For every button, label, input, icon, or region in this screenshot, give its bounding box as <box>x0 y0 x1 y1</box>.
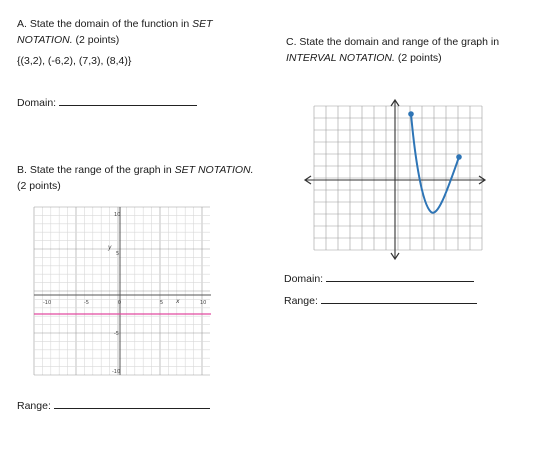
part-c-grid <box>314 106 482 250</box>
part-c-graph <box>302 98 488 264</box>
domain-answer-blank[interactable] <box>59 96 197 106</box>
y-tick-5: 5 <box>116 251 120 257</box>
range-answer-blank-b[interactable] <box>54 399 210 409</box>
part-b-question-text: B. State the range of the graph in <box>17 164 175 176</box>
part-b-question-italic: SET NOTATION. <box>174 164 254 176</box>
part-a-question-line1 <box>17 16 213 32</box>
y-tick-neg10: -10 <box>112 369 121 375</box>
part-a-set: {(3,2), (-6,2), (7,3), (8,4)} <box>17 55 132 67</box>
part-a-notation-italic: NOTATION. <box>17 34 73 46</box>
y-tick-10: 10 <box>114 212 121 218</box>
part-c-points: (2 points) <box>394 52 442 64</box>
part-b-grid <box>34 207 210 375</box>
y-axis-label: y <box>108 244 112 251</box>
part-c-notation-italic: INTERVAL NOTATION. <box>286 52 395 64</box>
range-label: Range: <box>17 400 51 412</box>
x-tick-neg5: -5 <box>84 300 89 306</box>
part-a-question-line2 <box>17 32 119 48</box>
part-b-graph <box>34 207 214 377</box>
x-tick-neg10: -10 <box>43 300 52 306</box>
curve-start-point <box>408 111 414 117</box>
parabola-curve <box>411 114 459 213</box>
x-tick-10: 10 <box>200 300 207 306</box>
x-tick-5: 5 <box>160 300 164 306</box>
part-a-domain-answer <box>17 95 197 111</box>
x-axis-label: x <box>176 298 180 305</box>
domain-label-c: Domain: <box>284 273 324 285</box>
part-b-range-answer <box>17 398 210 414</box>
part-a-points: (2 points) <box>72 34 120 46</box>
part-c-question-line2 <box>286 50 442 66</box>
part-c-question-line1: C. State the domain and range of the graph in <box>286 36 500 48</box>
part-a-question-text: A. State the domain of the function in <box>17 18 193 30</box>
range-answer-blank-c[interactable] <box>321 294 477 304</box>
y-tick-neg5: -5 <box>114 331 119 337</box>
part-c-domain-answer <box>284 271 474 287</box>
part-b-question-line1 <box>17 162 254 178</box>
domain-label: Domain: <box>17 97 57 109</box>
domain-answer-blank-c[interactable] <box>326 272 474 282</box>
part-a-question-italic: SET <box>192 18 213 30</box>
x-tick-0: 0 <box>118 300 122 306</box>
part-b-points: (2 points) <box>17 180 61 192</box>
range-label-c: Range: <box>284 295 318 307</box>
curve-end-point <box>456 154 462 160</box>
part-c-range-answer <box>284 293 477 309</box>
